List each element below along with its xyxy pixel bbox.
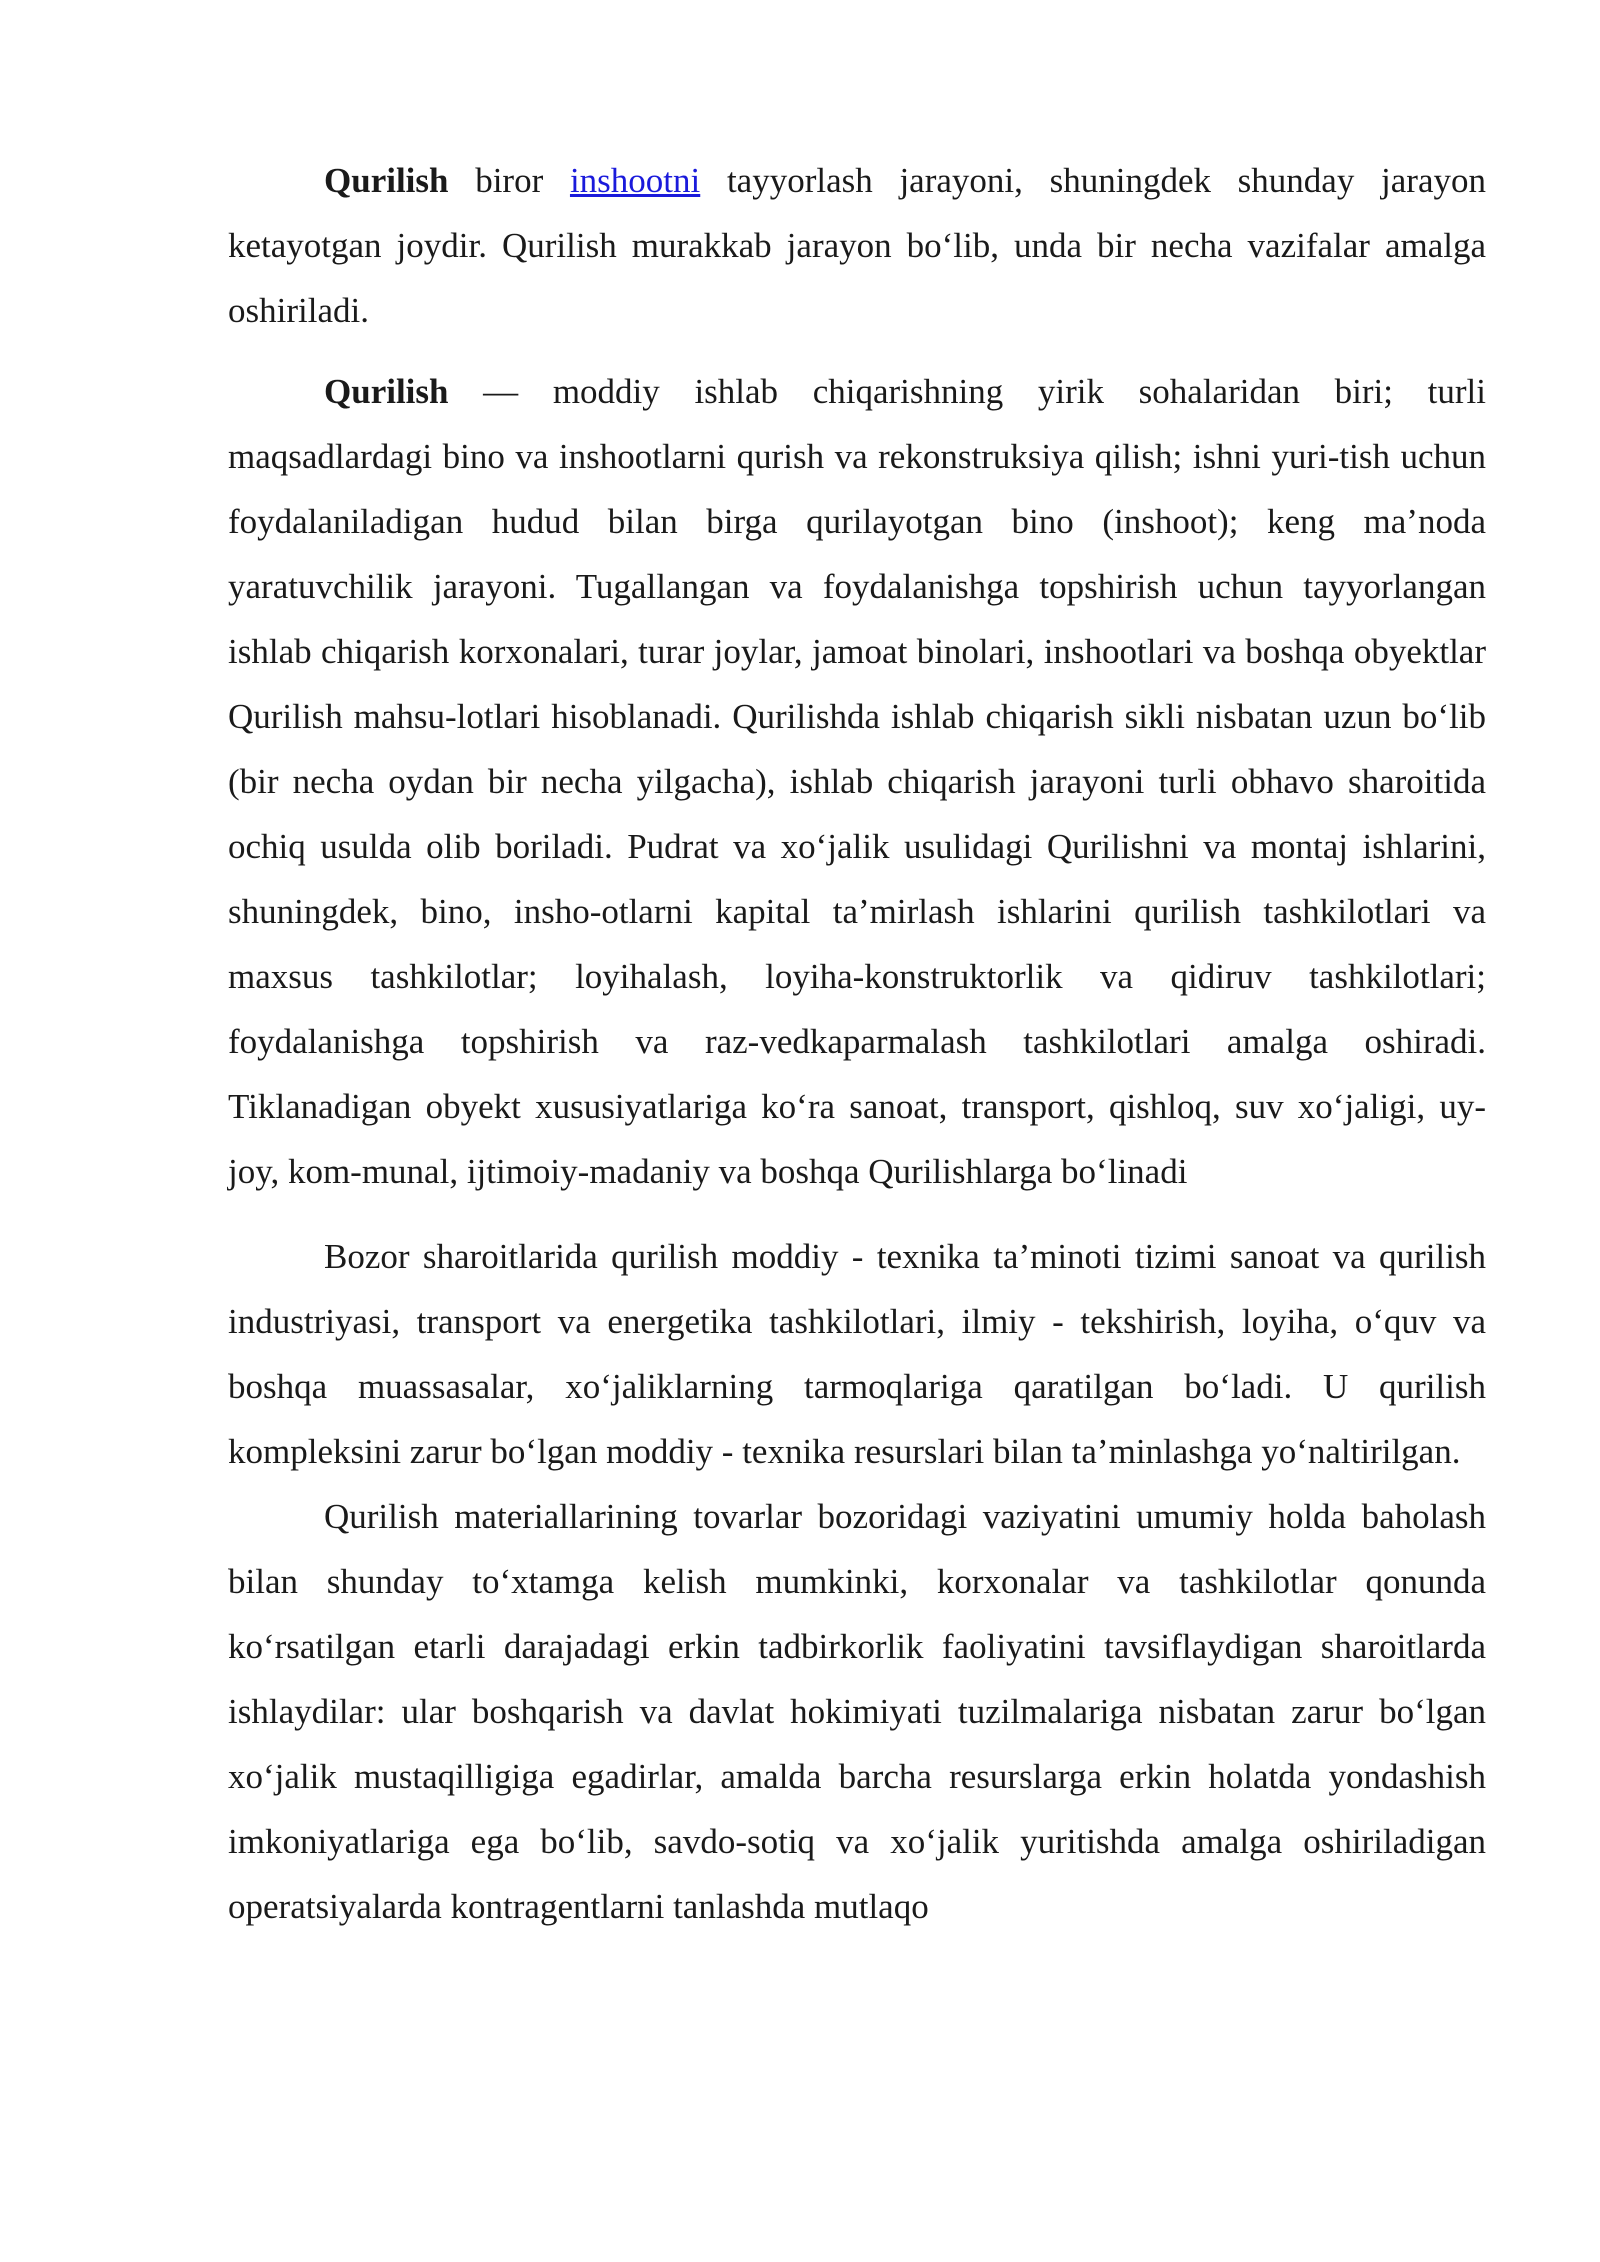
term-qurilish: Qurilish	[324, 161, 449, 200]
paragraph-market-conditions: Bozor sharoitlarida qurilish moddiy - texnika ta’minoti tizimi sanoat va qurilish industriyasi, transport va energetika tashkilotlari, ilmiy - tekshirish, loyiha, o‘quv va boshqa muassasalar, xo‘jaliklarning tarmoqlariga qaratilgan bo‘ladi. U qurilish kompleksini zarur bo‘lgan moddiy - texnika resurslari bilan ta’minlashga yo‘naltirilgan.	[228, 1237, 1486, 1471]
term-qurilish: Qurilish	[324, 372, 449, 411]
text-segment: tayyorlash jarayoni, shuningdek shunday jarayon ketayotgan joydir. Qurilish murakkab jarayon bo‘lib, unda bir necha vazifalar amalga oshiriladi.	[228, 161, 1486, 330]
paragraph-materials-market: Qurilish materiallarining tovarlar bozoridagi vaziyatini umumiy holda baholash bilan shunday to‘xtamga kelish mumkinki, korxonalar va tashkilotlar qonunda ko‘rsatilgan etarli darajadagi erkin tadbirkorlik faoliyatini tavsiflaydigan sharoitlarda ishlaydilar: ular boshqarish va davlat hokimiyati tuzilmalariga nisbatan zarur bo‘lgan xo‘jalik mustaqilligiga egadirlar, amalda barcha resurslarga erkin holatda yondashish imkoniyatlariga ega bo‘lib, savdo-sotiq va xo‘jalik yuritishda amalga oshiriladigan operatsiyalarda kontragentlarni tanlashda mutlaqo	[228, 1497, 1486, 1926]
text-segment: biror	[448, 161, 570, 200]
paragraph-definition	[228, 359, 1486, 1204]
text-segment: — moddiy ishlab chiqarishning yirik sohalaridan biri; turli maqsadlardagi bino va inshootlarni qurish va rekonstruksiya qilish; ishni yuri-tish uchun foydalaniladigan hudud bilan birga qurilayotgan bino (inshoot); keng ma’noda yaratuvchilik jarayoni. Tugallangan va foydalanishga topshirish uchun tayyorlangan ishlab chiqarish korxonalari, turar joylar, jamoat binolari, inshootlari va boshqa obyektlar Qurilish mahsu-lotlari hisoblanadi. Qurilishda ishlab chiqarish sikli nisbatan uzun bo‘lib (bir necha oydan bir necha yilgacha), ishlab chiqarish jarayoni turli obhavo sharoitida ochiq usulda olib boriladi. Pudrat va xo‘jalik usulidagi Qurilishni va montaj ishlarini, shuningdek, bino, insho-otlarni kapital ta’mirlash ishlarini qurilish tashkilotlari va maxsus tashkilotlar; loyihalash, loyiha-konstruktorlik va qidiruv tashkilotlari; foydalanishga topshirish va raz-vedkaparmalash tashkilotlari amalga oshiradi. Tiklanadigan obyekt xususiyatlariga ko‘ra sanoat, transport, qishloq, suv xo‘jaligi, uy-joy, kom-munal, ijtimoiy-madaniy va boshqa Qurilishlarga bo‘linadi	[228, 372, 1486, 1191]
document-page	[228, 148, 1486, 1939]
paragraph-intro	[228, 148, 1486, 343]
inshootni-link[interactable]: inshootni	[569, 161, 701, 200]
